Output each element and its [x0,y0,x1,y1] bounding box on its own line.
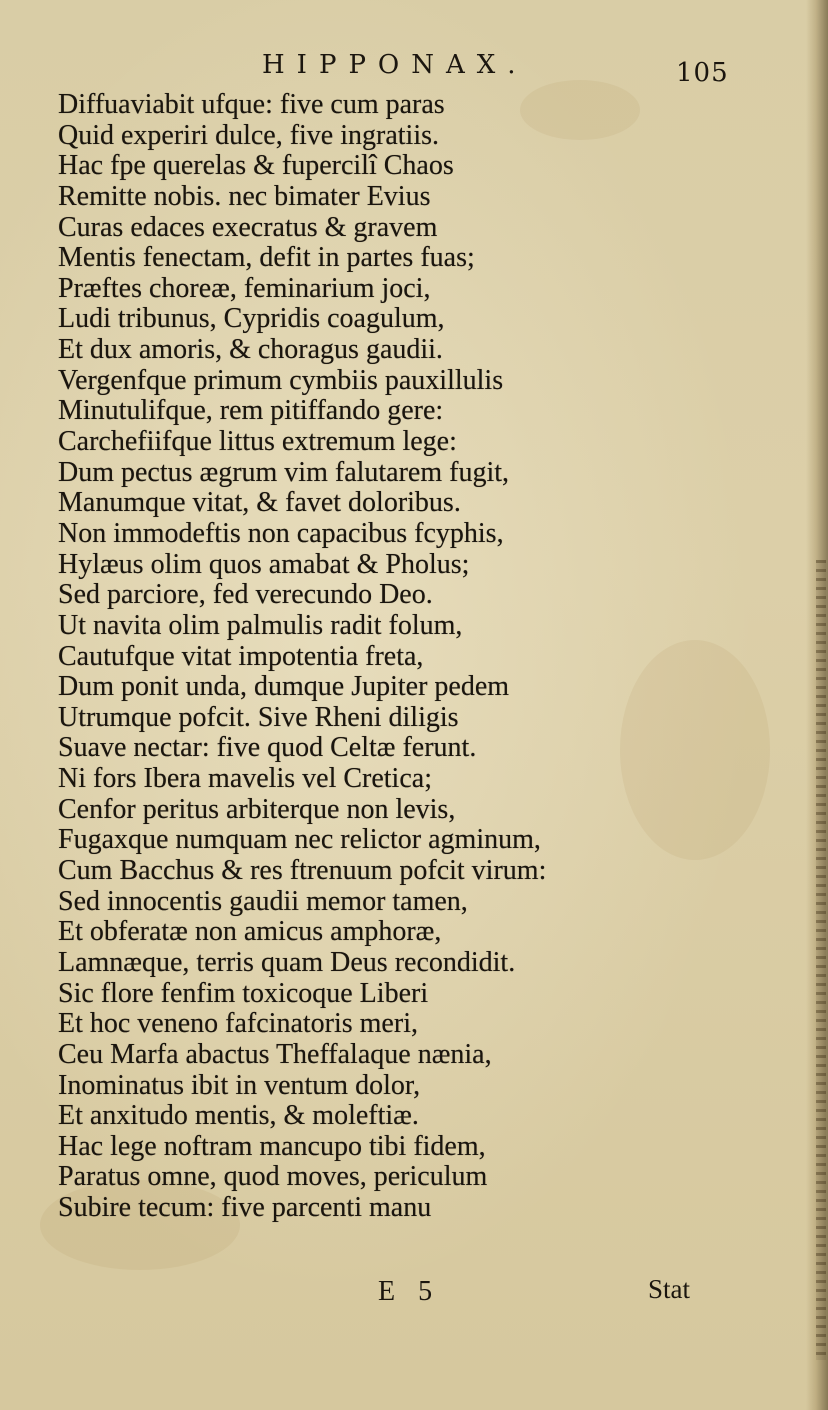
verse-line: Lamnæque, terris quam Deus recondidit. [58,946,516,978]
verse-line: Dum ponit unda, dumque Jupiter pedem [58,671,510,703]
verse-line: Sed parciore, fed verecundo Deo. [58,579,433,611]
verse-line: Et obferatæ non amicus amphoræ, [58,916,442,948]
verse-line: Hylæus olim quos amabat & Pholus; [58,548,470,580]
verse-line: Diffuaviabit ufque: five cum paras [58,89,445,120]
verse-line: Sed innocentis gaudii memor tamen, [58,885,468,917]
verse-line: Et anxitudo mentis, & moleftiæ. [58,1100,419,1132]
verse-line: Remitte nobis. nec bimater Evius [58,180,431,212]
verse-line: Vergenfque primum cymbiis pauxillulis [58,364,504,396]
verse-line: Præftes choreæ, feminarium joci, [58,272,431,304]
verse-line: Sic flore fenfim toxicoque Liberi [58,977,429,1009]
verse-line: Subire tecum: five parcenti manu [58,1192,432,1224]
verse-line: Hac fpe querelas & fupercilî Chaos [58,150,454,182]
verse-line: Minutulifque, rem pitiffando gere: [58,395,444,427]
verse-line: Paratus omne, quod moves, periculum [58,1161,488,1193]
verse-line: Manumque vitat, & favet doloribus. [58,487,461,519]
verse-text-block [58,90,678,1224]
verse-line: Ni fors Ibera mavelis vel Cretica; [58,763,432,795]
verse-line: Dum pectus ægrum vim falutarem fugit, [58,456,510,488]
verse-line: Ceu Marfa abactus Theffalaque nænia, [58,1038,492,1070]
verse-line: Hac lege noftram mancupo tibi fidem, [58,1130,486,1162]
verse-line: Et dux amoris, & choragus gaudii. [58,334,443,366]
verse-line: Suave nectar: five quod Celtæ ferunt. [58,732,477,764]
verse-line: Utrumque pofcit. Sive Rheni diligis [58,701,459,733]
verse-line: Quid experiri dulce, five ingratiis. [58,119,439,151]
running-head-title: HIPPONAX. [262,50,528,80]
verse-line: Cenfor peritus arbiterque non levis, [58,793,456,825]
verse-line: Non immodeftis non capacibus fcyphis, [58,517,504,549]
verse-line: Et hoc veneno fafcinatoris meri, [58,1008,418,1040]
signature-mark: E 5 [378,1276,441,1307]
verse-line: Curas edaces execratus & gravem [58,211,438,243]
verse-line: Inominatus ibit in ventum dolor, [58,1069,421,1101]
page-number: 105 [676,58,729,88]
catchword: Stat [648,1274,691,1304]
verse-line: Cautufque vitat impotentia freta, [58,640,424,672]
page-edge-texture [816,560,826,1360]
verse-line: Mentis fenectam, defit in partes fuas; [58,242,475,274]
verse-line: Carchefiifque littus extremum lege: [58,426,457,458]
verse-line: Cum Bacchus & res ftrenuum pofcit virum: [58,855,547,887]
verse-line: Fugaxque numquam nec relictor agminum, [58,824,541,856]
verse-line: Ludi tribunus, Cypridis coagulum, [58,303,445,335]
verse-line: Ut navita olim palmulis radit folum, [58,609,463,641]
